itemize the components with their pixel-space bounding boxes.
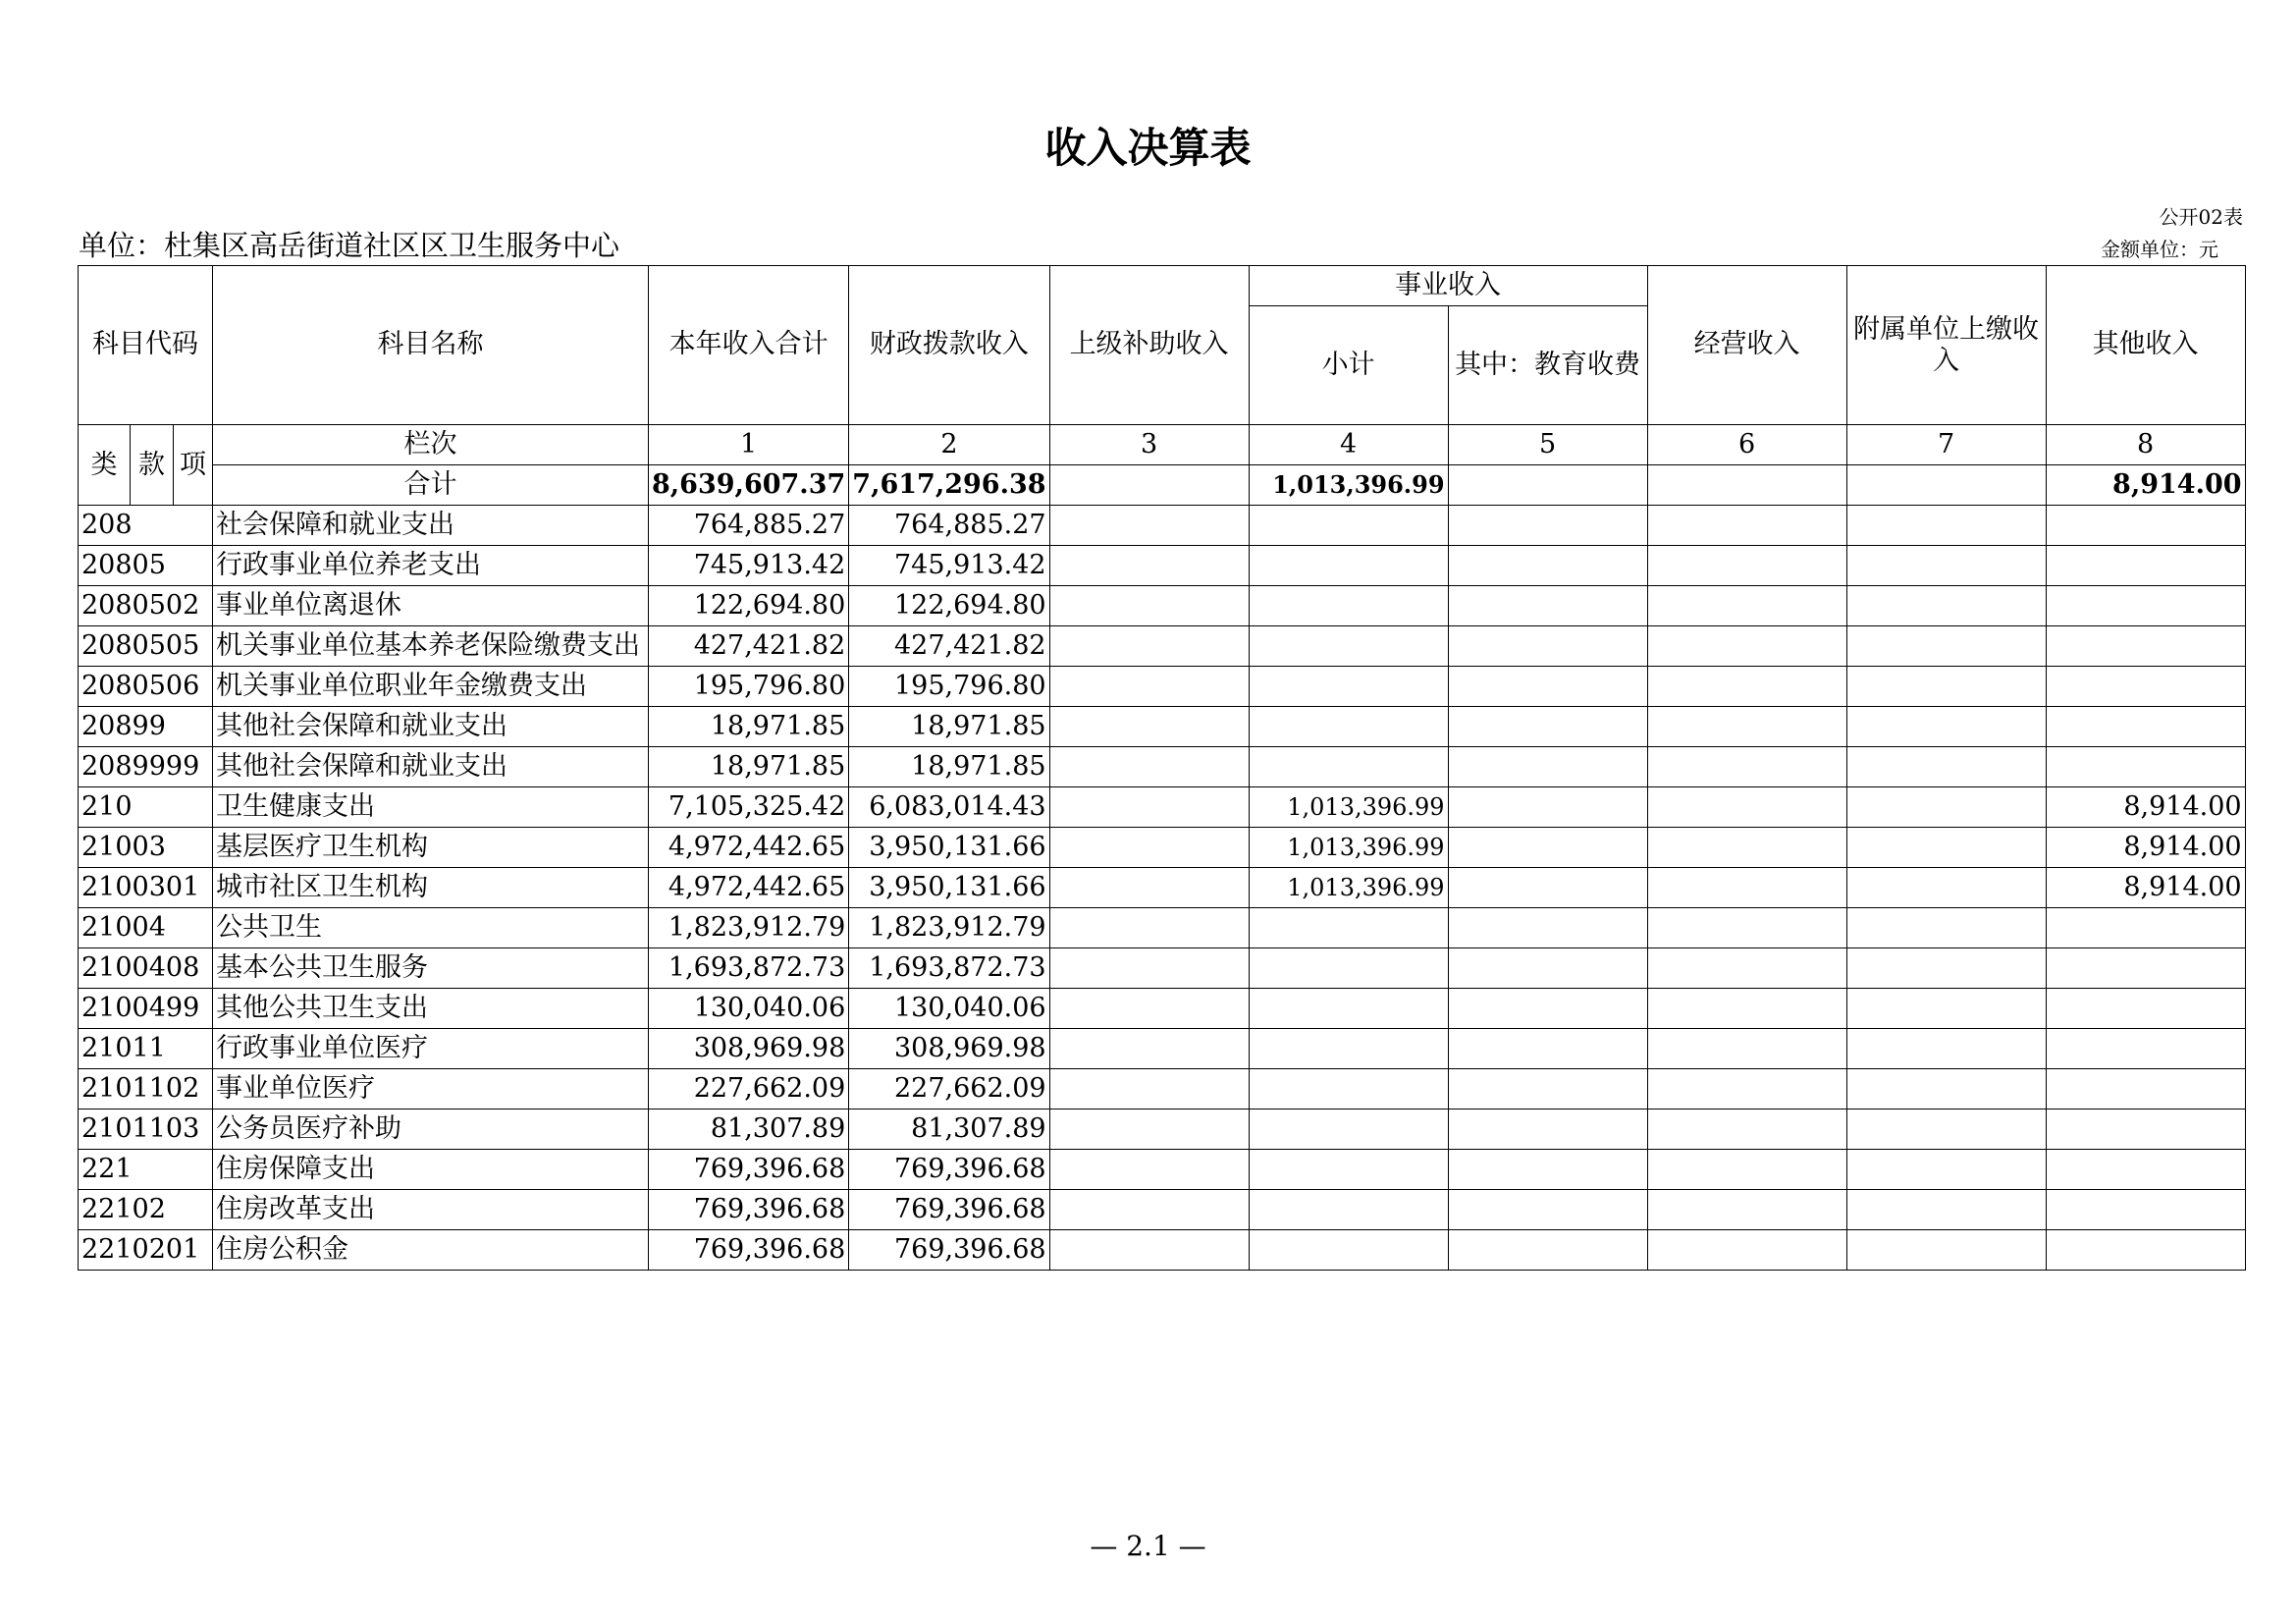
cell-subject-name: 其他社会保障和就业支出 [213,747,649,787]
cell-superior [1049,948,1249,989]
cell-superior [1049,1190,1249,1230]
cell-affiliated [1846,1150,2046,1190]
cell-superior [1049,1110,1249,1150]
cell-education [1448,1069,1647,1110]
cell-subject-name: 事业单位医疗 [213,1069,649,1110]
cell-subject-code: 2100408 [79,948,213,989]
cell-other: 8,914.00 [2046,787,2245,828]
cell-superior [1049,787,1249,828]
cell-fiscal: 3,950,131.66 [849,868,1049,908]
cell-other [2046,707,2245,747]
total-education [1448,465,1647,506]
table-row [79,586,2246,626]
table-row [79,908,2246,948]
header-superior-subsidy: 上级补助收入 [1049,266,1249,425]
cell-affiliated [1846,586,2046,626]
cell-affiliated [1846,948,2046,989]
total-total-income: 8,639,607.37 [649,465,849,506]
cell-subject-name: 事业单位离退休 [213,586,649,626]
cell-superior [1049,908,1249,948]
cell-education [1448,586,1647,626]
cell-fiscal: 81,307.89 [849,1110,1049,1150]
cell-operating [1647,707,1846,747]
table-row [79,1150,2246,1190]
total-other: 8,914.00 [2046,465,2245,506]
cell-affiliated [1846,506,2046,546]
cell-superior [1049,1150,1249,1190]
cell-subtotal [1249,626,1448,667]
header-column-index: 栏次 [213,425,649,465]
cell-operating [1647,667,1846,707]
cell-subtotal [1249,506,1448,546]
cell-superior [1049,506,1249,546]
cell-education [1448,989,1647,1029]
cell-subtotal [1249,747,1448,787]
cell-affiliated [1846,707,2046,747]
cell-education [1448,546,1647,586]
cell-subtotal [1249,1029,1448,1069]
total-operating [1647,465,1846,506]
cell-subtotal [1249,948,1448,989]
header-affiliated-remittance: 附属单位上缴收入 [1846,266,2046,425]
cell-subject-name: 行政事业单位医疗 [213,1029,649,1069]
column-number: 8 [2046,425,2245,465]
cell-other [2046,1230,2245,1271]
cell-superior [1049,1069,1249,1110]
cell-other [2046,948,2245,989]
cell-subject-name: 公共卫生 [213,908,649,948]
cell-subject-code: 2100301 [79,868,213,908]
total-row [79,465,2246,506]
cell-other [2046,626,2245,667]
cell-total-income: 745,913.42 [649,546,849,586]
income-table [78,265,2246,1271]
table-row [79,868,2246,908]
cell-subtotal [1249,707,1448,747]
cell-education [1448,948,1647,989]
column-number: 6 [1647,425,1846,465]
total-fiscal: 7,617,296.38 [849,465,1049,506]
cell-subtotal [1249,546,1448,586]
header-lei: 类 [79,425,131,506]
cell-total-income: 122,694.80 [649,586,849,626]
table-body [79,506,2246,1271]
cell-affiliated [1846,626,2046,667]
cell-operating [1647,1110,1846,1150]
table-row [79,707,2246,747]
cell-fiscal: 195,796.80 [849,667,1049,707]
cell-total-income: 769,396.68 [649,1150,849,1190]
cell-subject-code: 2100499 [79,989,213,1029]
table-row [79,1069,2246,1110]
cell-affiliated [1846,1190,2046,1230]
cell-education [1448,868,1647,908]
cell-other [2046,586,2245,626]
cell-superior [1049,868,1249,908]
cell-fiscal: 764,885.27 [849,506,1049,546]
cell-fiscal: 427,421.82 [849,626,1049,667]
cell-fiscal: 227,662.09 [849,1069,1049,1110]
table-row [79,1190,2246,1230]
cell-superior [1049,707,1249,747]
cell-other [2046,667,2245,707]
page-title: 收入决算表 [1044,124,1252,172]
cell-subject-name: 公务员医疗补助 [213,1110,649,1150]
cell-education [1448,1190,1647,1230]
cell-subject-code: 2210201 [79,1230,213,1271]
cell-operating [1647,1150,1846,1190]
cell-subject-code: 2101103 [79,1110,213,1150]
cell-operating [1647,948,1846,989]
cell-operating [1647,546,1846,586]
cell-other [2046,1069,2245,1110]
cell-subject-name: 其他公共卫生支出 [213,989,649,1029]
total-superior [1049,465,1249,506]
cell-subject-code: 21011 [79,1029,213,1069]
cell-other [2046,989,2245,1029]
cell-operating [1647,868,1846,908]
cell-total-income: 7,105,325.42 [649,787,849,828]
cell-education [1448,1110,1647,1150]
table-row [79,989,2246,1029]
cell-affiliated [1846,787,2046,828]
cell-subtotal: 1,013,396.99 [1249,868,1448,908]
cell-fiscal: 122,694.80 [849,586,1049,626]
cell-education [1448,787,1647,828]
cell-other [2046,1110,2245,1150]
cell-other [2046,1029,2245,1069]
cell-total-income: 1,693,872.73 [649,948,849,989]
cell-superior [1049,989,1249,1029]
cell-education [1448,626,1647,667]
cell-subtotal [1249,1150,1448,1190]
cell-total-income: 769,396.68 [649,1230,849,1271]
cell-affiliated [1846,667,2046,707]
amount-unit: 金额单位：元 [2101,238,2218,261]
cell-subject-code: 210 [79,787,213,828]
cell-superior [1049,546,1249,586]
cell-subject-code: 21004 [79,908,213,948]
cell-operating [1647,989,1846,1029]
cell-subtotal: 1,013,396.99 [1249,787,1448,828]
cell-subject-code: 22102 [79,1190,213,1230]
cell-other [2046,506,2245,546]
header-other-income: 其他收入 [2046,266,2245,425]
cell-subject-name: 机关事业单位职业年金缴费支出 [213,667,649,707]
header-subject-code: 科目代码 [79,266,213,425]
table-row [79,667,2246,707]
cell-operating [1647,626,1846,667]
cell-total-income: 764,885.27 [649,506,849,546]
cell-operating [1647,1230,1846,1271]
cell-subtotal: 1,013,396.99 [1249,828,1448,868]
cell-affiliated [1846,989,2046,1029]
cell-fiscal: 769,396.68 [849,1230,1049,1271]
header-operating-income: 经营收入 [1647,266,1846,425]
table-row [79,506,2246,546]
column-number: 3 [1049,425,1249,465]
cell-affiliated [1846,1230,2046,1271]
cell-superior [1049,1230,1249,1271]
cell-subject-code: 221 [79,1150,213,1190]
cell-subject-name: 住房改革支出 [213,1190,649,1230]
cell-affiliated [1846,747,2046,787]
table-row [79,828,2246,868]
cell-education [1448,667,1647,707]
cell-other [2046,908,2245,948]
cell-fiscal: 769,396.68 [849,1150,1049,1190]
cell-total-income: 308,969.98 [649,1029,849,1069]
cell-subtotal [1249,667,1448,707]
header-fiscal-allocation: 财政拨款收入 [849,266,1049,425]
cell-education [1448,908,1647,948]
cell-other: 8,914.00 [2046,868,2245,908]
cell-superior [1049,1029,1249,1069]
table-row [79,1110,2246,1150]
table-row [79,546,2246,586]
cell-operating [1647,506,1846,546]
cell-subject-code: 21003 [79,828,213,868]
cell-subtotal [1249,908,1448,948]
cell-total-income: 769,396.68 [649,1190,849,1230]
cell-subject-name: 行政事业单位养老支出 [213,546,649,586]
cell-affiliated [1846,546,2046,586]
cell-total-income: 1,823,912.79 [649,908,849,948]
cell-fiscal: 1,823,912.79 [849,908,1049,948]
header-education-fees: 其中：教育收费 [1448,306,1647,425]
cell-superior [1049,667,1249,707]
cell-education [1448,1029,1647,1069]
cell-subtotal [1249,1069,1448,1110]
reporting-unit: 单位：杜集区高岳街道社区区卫生服务中心 [79,229,620,262]
cell-education [1448,707,1647,747]
cell-total-income: 227,662.09 [649,1069,849,1110]
total-subtotal: 1,013,396.99 [1249,465,1448,506]
cell-other [2046,546,2245,586]
cell-subtotal [1249,989,1448,1029]
table-header [79,266,2246,506]
cell-subtotal [1249,1110,1448,1150]
cell-total-income: 18,971.85 [649,707,849,747]
column-number: 4 [1249,425,1448,465]
cell-superior [1049,828,1249,868]
table-row [79,626,2246,667]
cell-subject-name: 机关事业单位基本养老保险缴费支出 [213,626,649,667]
cell-fiscal: 1,693,872.73 [849,948,1049,989]
cell-total-income: 18,971.85 [649,747,849,787]
cell-subject-name: 住房公积金 [213,1230,649,1271]
cell-fiscal: 18,971.85 [849,747,1049,787]
column-number: 1 [649,425,849,465]
cell-subject-code: 2080505 [79,626,213,667]
cell-fiscal: 6,083,014.43 [849,787,1049,828]
cell-subject-code: 20805 [79,546,213,586]
cell-education [1448,506,1647,546]
cell-subject-name: 其他社会保障和就业支出 [213,707,649,747]
table-row [79,1230,2246,1271]
cell-total-income: 195,796.80 [649,667,849,707]
header-subtotal: 小计 [1249,306,1448,425]
cell-operating [1647,1069,1846,1110]
cell-affiliated [1846,868,2046,908]
cell-other: 8,914.00 [2046,828,2245,868]
cell-subject-name: 城市社区卫生机构 [213,868,649,908]
cell-subject-name: 社会保障和就业支出 [213,506,649,546]
cell-operating [1647,787,1846,828]
cell-operating [1647,828,1846,868]
cell-fiscal: 745,913.42 [849,546,1049,586]
cell-affiliated [1846,1029,2046,1069]
total-affiliated [1846,465,2046,506]
cell-subtotal [1249,1190,1448,1230]
cell-fiscal: 3,950,131.66 [849,828,1049,868]
cell-subtotal [1249,586,1448,626]
cell-total-income: 4,972,442.65 [649,828,849,868]
header-business-income: 事业收入 [1249,266,1647,306]
page-number: — 2.1 — [1090,1530,1206,1562]
cell-affiliated [1846,1110,2046,1150]
cell-affiliated [1846,828,2046,868]
cell-education [1448,1150,1647,1190]
cell-education [1448,747,1647,787]
form-code: 公开02表 [2159,205,2243,229]
header-kuan: 款 [131,425,174,506]
column-number: 5 [1448,425,1647,465]
cell-total-income: 81,307.89 [649,1110,849,1150]
cell-subject-name: 基本公共卫生服务 [213,948,649,989]
table-row [79,787,2246,828]
cell-other [2046,747,2245,787]
cell-subject-code: 2080506 [79,667,213,707]
cell-total-income: 4,972,442.65 [649,868,849,908]
cell-superior [1049,747,1249,787]
header-xiang: 项 [174,425,213,506]
cell-other [2046,1150,2245,1190]
cell-operating [1647,747,1846,787]
cell-education [1448,828,1647,868]
column-number: 7 [1846,425,2046,465]
cell-total-income: 130,040.06 [649,989,849,1029]
cell-education [1448,1230,1647,1271]
cell-subject-code: 208 [79,506,213,546]
cell-fiscal: 130,040.06 [849,989,1049,1029]
cell-subject-name: 卫生健康支出 [213,787,649,828]
cell-operating [1647,1190,1846,1230]
cell-subject-code: 20899 [79,707,213,747]
cell-operating [1647,1029,1846,1069]
cell-fiscal: 308,969.98 [849,1029,1049,1069]
cell-subject-code: 2080502 [79,586,213,626]
total-label: 合计 [213,465,649,506]
table-row [79,747,2246,787]
cell-superior [1049,586,1249,626]
cell-fiscal: 18,971.85 [849,707,1049,747]
cell-other [2046,1190,2245,1230]
header-subject-name: 科目名称 [213,266,649,425]
cell-subject-code: 2089999 [79,747,213,787]
cell-affiliated [1846,908,2046,948]
cell-subject-code: 2101102 [79,1069,213,1110]
cell-superior [1049,626,1249,667]
cell-subject-name: 住房保障支出 [213,1150,649,1190]
cell-subtotal [1249,1230,1448,1271]
cell-affiliated [1846,1069,2046,1110]
cell-total-income: 427,421.82 [649,626,849,667]
cell-subject-name: 基层医疗卫生机构 [213,828,649,868]
cell-fiscal: 769,396.68 [849,1190,1049,1230]
column-number: 2 [849,425,1049,465]
cell-operating [1647,908,1846,948]
cell-operating [1647,586,1846,626]
header-total-income: 本年收入合计 [649,266,849,425]
table-row [79,948,2246,989]
table-row [79,1029,2246,1069]
